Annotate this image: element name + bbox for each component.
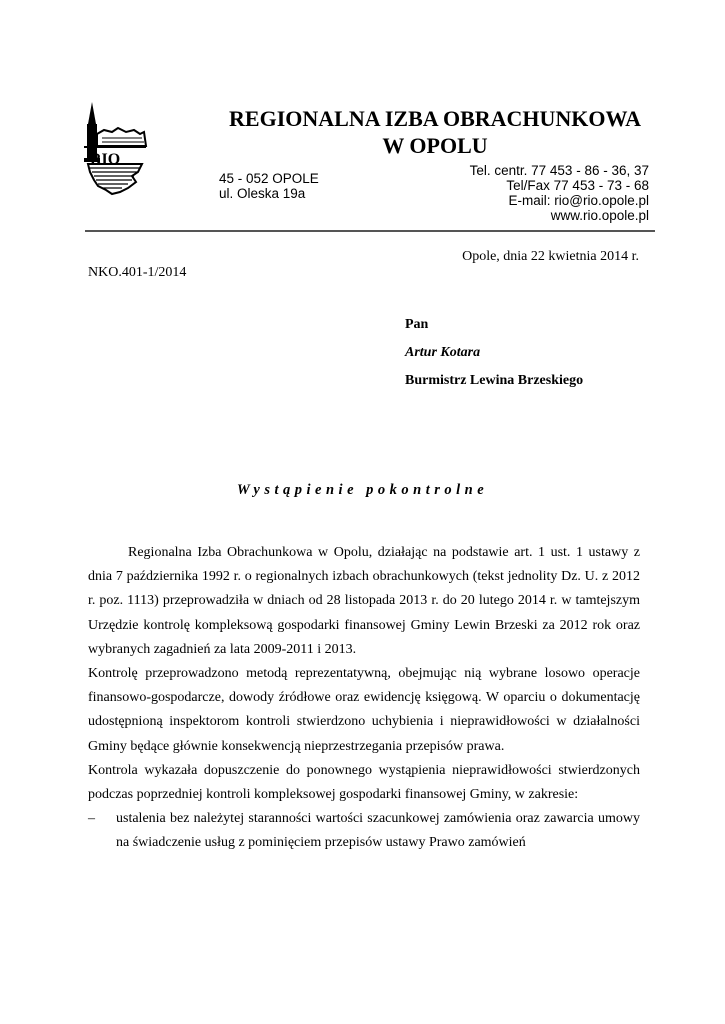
document-heading: Wystąpienie pokontrolne (236, 482, 489, 498)
letter-body (88, 541, 640, 856)
address-postal: 45 - 052 OPOLE (219, 171, 319, 186)
contact-fax: Tel/Fax 77 453 - 73 - 68 (506, 178, 649, 193)
list-bullet: – (88, 811, 95, 827)
date-line: Opole, dnia 22 kwietnia 2014 r. (462, 249, 639, 264)
list-item (88, 807, 640, 855)
recipient-name: Artur Kotara (405, 345, 481, 360)
institution-title-line2: W OPOLU (382, 133, 488, 158)
institution-title-line1: REGIONALNA IZBA OBRACHUNKOWA (229, 106, 641, 131)
contact-website: www.rio.opole.pl (550, 208, 649, 223)
letterhead-divider (85, 230, 655, 232)
list-item-text: ustalenia bez należytej staranności wartości szacunkowej zamówienia oraz zawarcia umowy na świadczenie usług z pominięciem przepisów ustawy Prawo zamówień (116, 811, 640, 851)
paragraph-findings: Kontrola wykazała dopuszczenie do ponownego wystąpienia nieprawidłowości stwierdzonych podczas poprzedniej kontroli kompleksowej gospodarki finansowej Gminy, w zakresie: (88, 762, 640, 803)
recipient-salutation: Pan (405, 317, 429, 332)
paragraph-method: Kontrolę przeprowadzono metodą reprezentatywną, obejmując nią wybrane losowo operacje finansowo-gospodarcze, dowody źródłowe oraz ewidencję księgową. W oparciu o dokumentację udostępnioną inspektorom kontroli stwierdzono uchybienia i nieprawidłowości w działalności Gminy będące głównie konsekwencją nieprzestrzegania przepisów prawa. (88, 666, 640, 754)
contact-phone: Tel. centr. 77 453 - 86 - 36, 37 (469, 163, 649, 178)
address-street: ul. Oleska 19a (219, 186, 306, 201)
paragraph-intro: Regionalna Izba Obrachunkowa w Opolu, działając na podstawie art. 1 ust. 1 ustawy z dnia 7 października 1992 r. o regionalnych izbach obrachunkowych (tekst jednolity Dz. U. z 2012 r. poz. 1113) przeprowadziła w dniach od 28 listopada 2013 r. do 20 lutego 2014 r. w tamtejszym Urzędzie kontrolę kompleksową gospodarki finansowej Gminy Lewin Brzeski za 2012 rok oraz wybranych zagadnień za lata 2009-2011 i 2013. (88, 545, 640, 657)
reference-number: NKO.401-1/2014 (88, 265, 187, 280)
recipient-title: Burmistrz Lewina Brzeskiego (405, 373, 584, 388)
contact-email: E-mail: rio@rio.opole.pl (508, 193, 649, 208)
logo-text: RIO (90, 151, 121, 168)
